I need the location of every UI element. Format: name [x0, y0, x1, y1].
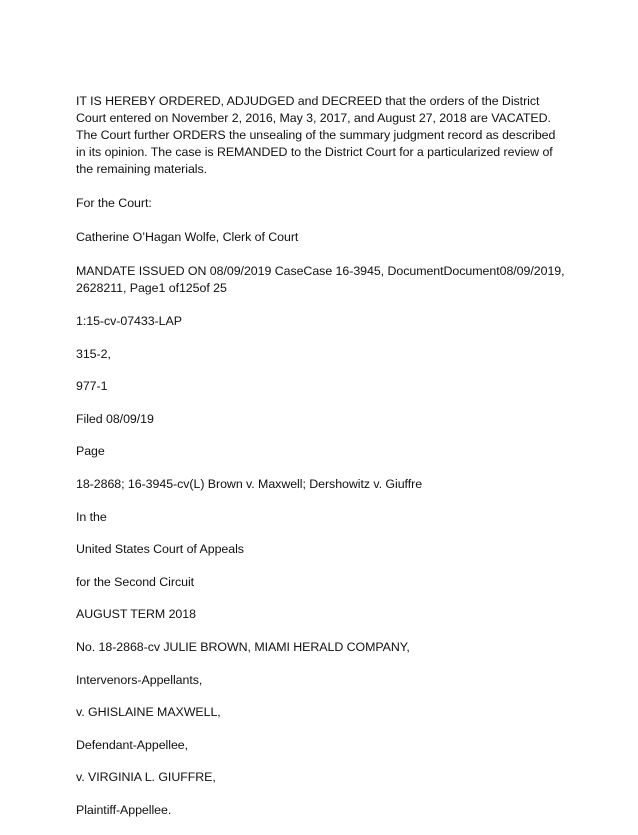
party-appellants: No. 18-2868-cv JULIE BROWN, MIAMI HERALD COMPANY, — [76, 639, 410, 654]
role-plaintiff: Plaintiff-Appellee. — [76, 802, 172, 817]
party-defendant: v. GHISLAINE MAXWELL, — [76, 705, 221, 720]
order-paragraph: IT IS HEREBY ORDERED, ADJUDGED and DECREED that the orders of the District Court entered on November 2, 2016, May 3, 2017, and August 27, 2018 are VACATED. The Court further ORDERS the unsealing of the summary judgment record as described in its opinion. The case is REMANDED to the District Court for a particularized review of the remaining materials. — [76, 94, 559, 176]
role-defendant: Defendant-Appellee, — [76, 737, 189, 752]
for-the-court-line: For the Court: — [76, 196, 152, 210]
page-label: Page — [76, 444, 105, 459]
circuit-name: for the Second Circuit — [76, 574, 195, 589]
term-line: AUGUST TERM 2018 — [76, 607, 196, 622]
mandate-header: MANDATE ISSUED ON 08/09/2019 CaseCase 16-3945, DocumentDocument08/09/2019, 2628211, Page1 of125of 25 — [76, 264, 568, 295]
docket-caption: 18-2868; 16-3945-cv(L) Brown v. Maxwell; Dershowitz v. Giuffre — [76, 476, 423, 491]
role-appellants: Intervenors-Appellants, — [76, 672, 203, 687]
filed-date: Filed 08/09/19 — [76, 411, 154, 426]
document-body — [76, 93, 566, 835]
in-the-line: In the — [76, 509, 107, 524]
party-plaintiff: v. VIRGINIA L. GIUFFRE, — [76, 770, 216, 785]
court-name: United States Court of Appeals — [76, 542, 244, 557]
clerk-signature-line: Catherine O’Hagan Wolfe, Clerk of Court — [76, 230, 299, 244]
document-number-2: 977-1 — [76, 379, 108, 394]
case-number: 1:15-cv-07433-LAP — [76, 314, 182, 328]
document-number-1: 315-2, — [76, 346, 111, 361]
